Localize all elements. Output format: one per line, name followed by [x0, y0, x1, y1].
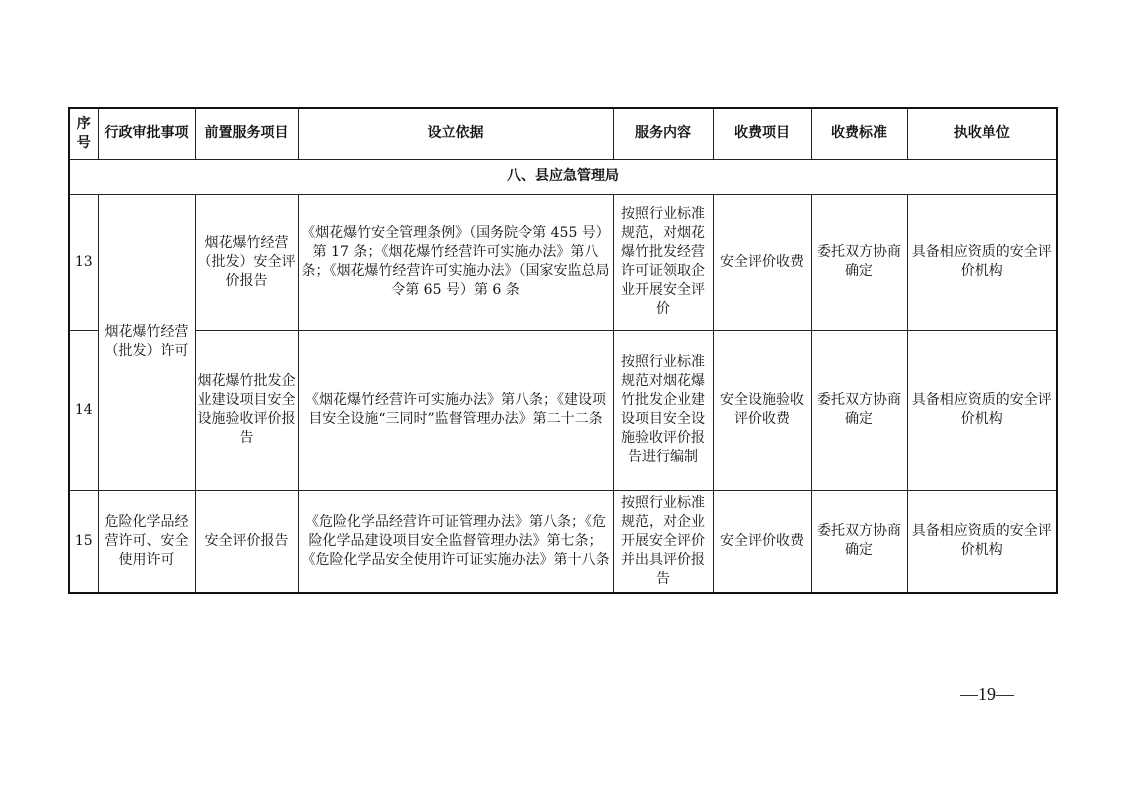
- header-cell: 序号: [69, 108, 98, 159]
- header-cell: 执收单位: [907, 108, 1057, 159]
- fee-standard: 委托双方协商确定: [811, 194, 907, 330]
- service-item: 安全评价报告: [195, 490, 298, 593]
- service-item: 烟花爆竹经营（批发）安全评价报告: [195, 194, 298, 330]
- approval-item: 危险化学品经营许可、安全使用许可: [98, 490, 195, 593]
- table-row: [69, 330, 1057, 490]
- table-row: [69, 490, 1057, 593]
- header-cell: 收费项目: [713, 108, 811, 159]
- header-cell: 收费标准: [811, 108, 907, 159]
- legal-basis: 《烟花爆竹安全管理条例》（国务院令第 455 号）第 17 条；《烟花爆竹经营许可实施办法》第八条；《烟花爆竹经营许可实施办法》（国家安监总局令第 65 号）第 6 条: [298, 194, 613, 330]
- service-content: 按照行业标准规范，对企业开展安全评价并出具评价报告: [613, 490, 713, 593]
- header-cell: 行政审批事项: [98, 108, 195, 159]
- collecting-unit: 具备相应资质的安全评价机构: [907, 194, 1057, 330]
- fee-table: [68, 107, 1058, 594]
- header-cell: 服务内容: [613, 108, 713, 159]
- fee-item: 安全评价收费: [713, 194, 811, 330]
- section-title: 八、县应急管理局: [69, 159, 1057, 194]
- service-item: 烟花爆竹批发企业建设项目安全设施验收评价报告: [195, 330, 298, 490]
- row-number: 13: [69, 194, 98, 330]
- approval-item: 烟花爆竹经营（批发）许可: [98, 194, 195, 490]
- fee-standard: 委托双方协商确定: [811, 490, 907, 593]
- section-row: [69, 159, 1057, 194]
- service-content: 按照行业标准规范对烟花爆竹批发企业建设项目安全设施验收评价报告进行编制: [613, 330, 713, 490]
- page-number: —19—: [960, 684, 1014, 704]
- row-number: 15: [69, 490, 98, 593]
- table-header-row: [69, 108, 1057, 159]
- fee-standard: 委托双方协商确定: [811, 330, 907, 490]
- fee-item: 安全设施验收评价收费: [713, 330, 811, 490]
- row-number: 14: [69, 330, 98, 490]
- header-cell: 设立依据: [298, 108, 613, 159]
- table-row: [69, 194, 1057, 330]
- legal-basis: 《危险化学品经营许可证管理办法》第八条；《危险化学品建设项目安全监督管理办法》第七条；《危险化学品安全使用许可证实施办法》第十八条: [298, 490, 613, 593]
- collecting-unit: 具备相应资质的安全评价机构: [907, 330, 1057, 490]
- legal-basis: 《烟花爆竹经营许可实施办法》第八条；《建设项目安全设施“三同时”监督管理办法》第二十二条: [298, 330, 613, 490]
- collecting-unit: 具备相应资质的安全评价机构: [907, 490, 1057, 593]
- fee-item: 安全评价收费: [713, 490, 811, 593]
- header-cell: 前置服务项目: [195, 108, 298, 159]
- service-content: 按照行业标准规范，对烟花爆竹批发经营许可证领取企业开展安全评价: [613, 194, 713, 330]
